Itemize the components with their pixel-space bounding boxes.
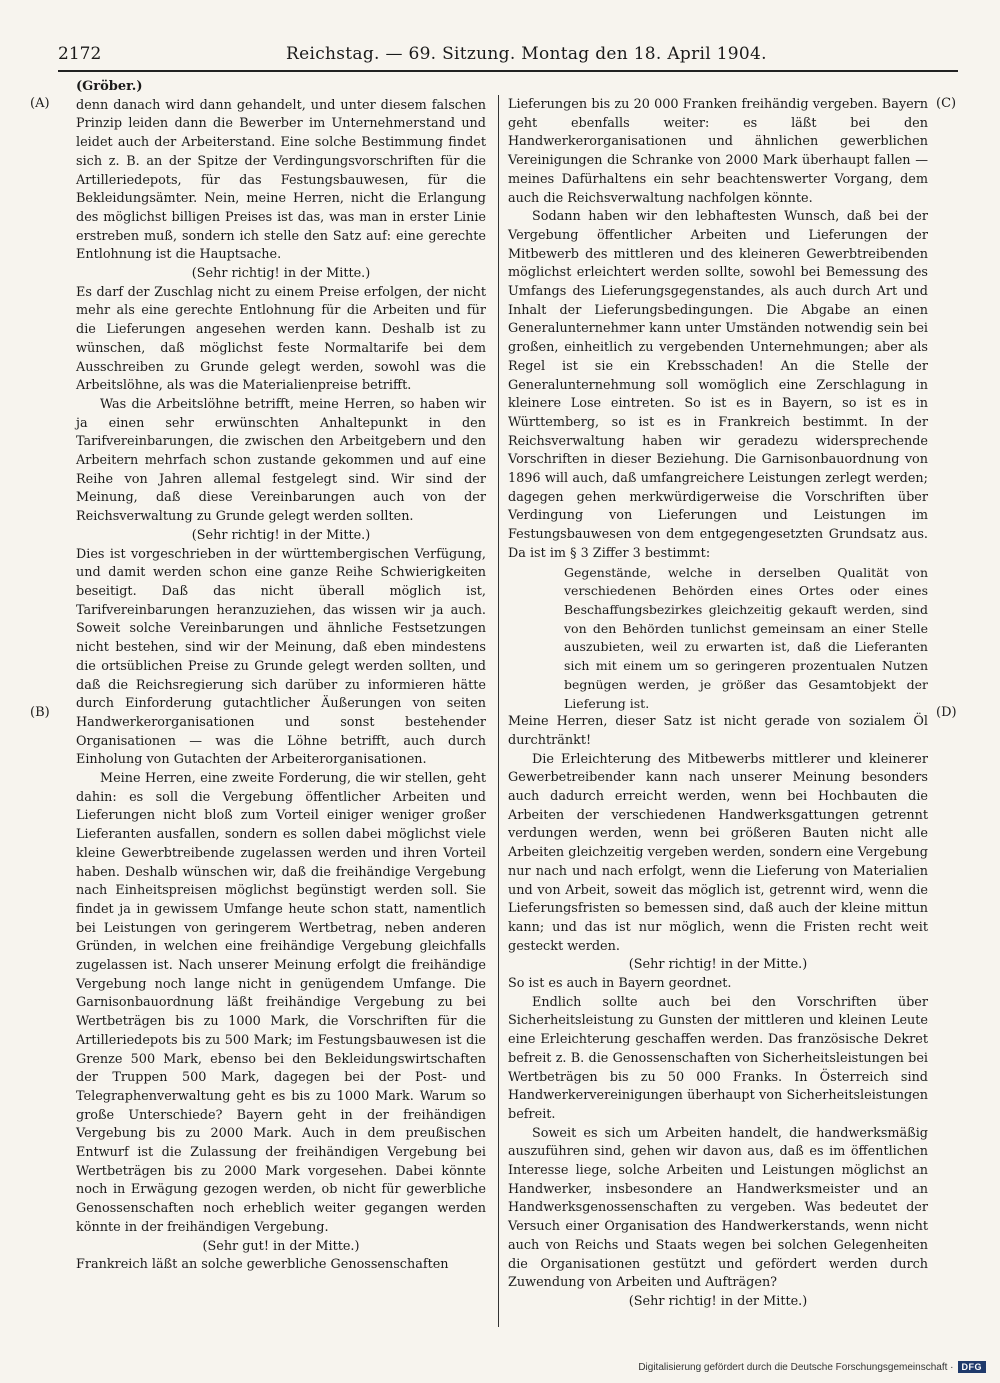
running-title: Reichstag. — 69. Sitzung. Montag den 18. April 1904. <box>286 44 767 64</box>
margin-marker-d: (D) <box>936 705 957 720</box>
interjection: (Sehr richtig! in der Mitte.) <box>191 527 371 543</box>
dfg-logo-icon: DFG <box>958 1361 987 1373</box>
interjection: (Sehr gut! in der Mitte.) <box>202 1238 360 1254</box>
paragraph: denn danach wird dann gehandelt, und unter diesem falschen Prinzip leiden dann die Bewerber im Unternehmerstand und leidet auch der Arbeiterstand. Eine solche Bestimmung findet sich z. B. an der Spitze der Verdingungsvorschriften für die Artilleriedepots, für das Festungsbauwesen, für die Bekleidungsämter. Nein, meine Herren, nicht die Erlangung des möglichst billigen Preises ist das, was man in erster Linie erstreben muß, sondern ich stelle den Satz auf: eine gerechte Entlohnung ist die Hauptsache. <box>76 97 486 263</box>
footer-text: Digitalisierung gefördert durch die Deutsche Forschungsgemeinschaft · <box>638 1361 954 1373</box>
header-rule <box>58 70 958 72</box>
right-column <box>508 96 928 1312</box>
paragraph: Sodann haben wir den lebhaftesten Wunsch, daß bei der Vergebung öffentlicher Arbeiten und Lieferungen der Mitbewerb des mittleren und des kleineren Gewerbtreibenden möglichst erleichtert werden sollte, sowohl bei Bemessung des Umfangs des Lieferungsgegenstandes, als auch durch Art und Inhalt der Lieferungsbedingungen. Die Abgabe an einen Generalunternehmer kann unter Umständen notwendig sein bei großen, einheitlich zu vergebenden Unternehmungen; aber als Regel ist sie ein Krebsschaden! An die Stelle der Generalunternehmung soll womöglich eine Zerschlagung in kleinere Lose eintreten. So ist es in Bayern, so ist es in Württemberg, so ist es in Frankreich bestimmt. In der Reichsverwaltung haben wir geradezu widersprechende Vorschriften in dieser Beziehung. Die Garnisonbauordnung von 1896 will auch, daß umfangreichere Leistungen zerlegt werden; dagegen gehen merkwürdigerweise die Vorschriften über Verdingung von Lieferungen und Leistungen im Festungsbauwesen von dem entgegengesetzten Grundsatz aus. Da ist im § 3 Ziffer 3 bestimmt: <box>508 209 928 561</box>
column-divider <box>498 95 499 1327</box>
paragraph: Die Erleichterung des Mitbewerbs mittlerer und kleinerer Gewerbetreibender kann nach unserer Meinung besonders auch dadurch erreicht werden, wenn bei Hochbauten die Arbeiten der verschiedenen Handwerksgattungen getrennt verdungen werden, wenn bei größeren Bauten nicht alle Arbeiten gleichzeitig vergeben werden, sondern eine Vergebung nur nach und nach erfolgt, wenn die Lieferung von Materialien und von Arbeit, soweit das möglich ist, getrennt wird, wenn die Lieferungsfristen so bemessen sind, daß auch der kleine mittun kann; und das ist nur möglich, wenn die Fristen recht weit gesteckt werden. <box>508 751 928 954</box>
block-quote: Gegenstände, welche in derselben Qualität von verschiedenen Behörden eines Ortes oder eines Beschaffungsbezirkes gleichzeitig gekauft werden, sind von den Behörden tunlichst gemeinsam an einer Stelle auszubieten, weil zu erwarten ist, daß die Lieferanten sich mit einem um so geringeren prozentualen Nutzen begnügen werden, je größer das Gesamtobjekt der Lieferung ist. <box>564 564 928 711</box>
footer-credit <box>638 1361 986 1373</box>
page-header <box>58 44 958 70</box>
paragraph: Meine Herren, eine zweite Forderung, die wir stellen, geht dahin: es soll die Vergebung öffentlicher Arbeiten und Lieferungen nicht bloß zum Vorteil einiger weniger großer Lieferanten ausfallen, sondern es sollen dabei möglichst viele kleine Gewerbtreibende zugelassen werden und ihren Vorteil haben. Deshalb wünschen wir, daß die freihändige Vergebung nach Einheitspreisen möglichst begünstigt werden soll. Sie findet ja in gewissem Umfange heute schon statt, namentlich bei Leistungen von geringerem Wertbetrag, neben anderen Gründen, in welchen eine freihändige Vergebung gleichfalls zugelassen ist. Nach unserer Meinung erfolgt die freihändige Vergebung noch lange nicht in genügendem Umfange. Die Garnisonbauordnung läßt freihändige Vergebung zu bei Wertbeträgen bis zu 1000 Mark, die Vorschriften für die Artilleriedepots bis zu 500 Mark; im Festungsbauwesen ist die Grenze 500 Mark, ebenso bei den Bekleidungswirtschaften der Truppen 500 Mark, dagegen bei der Post- und Telegraphenverwaltung geht es bis zu 1000 Mark. Warum so große Unterschiede? Bayern geht in der freihändigen Vergebung bis zu 2000 Mark. Auch in dem preußischen Entwurf ist die Zulassung der freihändigen Vergebung bei Wertbeträgen bis zu 2000 Mark vorgesehen. Dabei könnte noch in Erwägung gezogen werden, ob nicht für gewerbliche Genossenschaften noch erheblich weiter gegangen werden könnte in der freihändigen Vergebung. <box>76 771 486 1235</box>
margin-marker-c: (C) <box>936 96 957 111</box>
paragraph: Lieferungen bis zu 20 000 Franken freihändig vergeben. Bayern geht ebenfalls weiter: es läßt bei den Handwerkerorganisationen und ähnlichen gewerblichen Vereinigungen die Schranke von 2000 Mark überhaupt fallen — meines Dafürhaltens ein sehr beachtenswerter Vorgang, dem auch die Reichsverwaltung nachfolgen könnte. <box>508 97 928 206</box>
paragraph: Endlich sollte auch bei den Vorschriften über Sicherheitsleistung zu Gunsten der mittleren und kleinen Leute eine Erleichterung geschaffen werden. Das französische Dekret befreit z. B. die Genossenschaften von Sicherheitsleistungen bei Wertbeträgen bis zu 50 000 Franks. In Österreich sind Handwerkervereinigungen überhaupt von Sicherheitsleistungen befreit. <box>508 994 928 1122</box>
interjection: (Sehr richtig! in der Mitte.) <box>191 266 371 282</box>
paragraph: Frankreich läßt an solche gewerbliche Genossenschaften <box>76 1257 449 1273</box>
paragraph: Meine Herren, dieser Satz ist nicht gerade von sozialem Öl durchtränkt! <box>508 714 928 748</box>
interjection: (Sehr richtig! in der Mitte.) <box>628 1294 808 1309</box>
paragraph: Was die Arbeitslöhne betrifft, meine Herren, so haben wir ja einen sehr erwünschten Anhaltepunkt in den Tarifvereinbarungen, die zwischen den Arbeitgebern und den Arbeitern mehrfach schon zustande gekommen und auf eine Reihe von Jahren allemal festgelegt sind. Wir sind der Meinung, daß diese Vereinbarungen auch von der Reichsverwaltung zu Grunde gelegt werden sollten. <box>76 396 486 525</box>
paragraph: Es darf der Zuschlag nicht zu einem Preise erfolgen, der nicht mehr als eine gerechte Entlohnung für die Arbeiten und für die Lieferungen angesehen werden kann. Deshalb ist zu wünschen, daß möglichst feste Normaltarife bei dem Ausschreiben zu Grunde gelegt werden, sowohl was die Arbeitslöhne, als was die Materialienpreise betrifft. <box>76 284 486 394</box>
interjection: (Sehr richtig! in der Mitte.) <box>628 957 808 973</box>
paragraph: So ist es auch in Bayern geordnet. <box>508 976 732 992</box>
paragraph: Soweit es sich um Arbeiten handelt, die handwerksmäßig auszuführen sind, gehen wir davon aus, daß es im öffentlichen Interesse liege, solche Arbeiten und Leistungen möglichst an Handwerker, insbesondere an Handwerksmeister und an Handwerksgenossenschaften zu vergeben. Was bedeutet der Versuch einer Organisation des Handwerkerstands, wenn nicht auch von Reichs und Staats wegen bei solchen Gelegenheiten die Organisationen gestützt und gefördert werden durch Zuwendung von Arbeiten und Aufträgen? <box>508 1125 928 1291</box>
page-number: 2172 <box>58 44 102 64</box>
left-column <box>76 78 486 1275</box>
margin-marker-a: (A) <box>30 96 50 111</box>
paragraph: Dies ist vorgeschrieben in der württembergischen Verfügung, und damit werden schon eine ganze Reihe Schwierigkeiten beseitigt. Daß das nicht überall möglich ist, Tarifvereinbarungen heranzuziehen, das wissen wir ja auch. Soweit solche Vereinbarungen und ähnliche Festsetzungen nicht bestehen, sind wir der Meinung, daß eben mindestens die ortsüblichen Preise zu Grunde gelegt werden sollten, und daß die Reichsregierung sich darüber zu informieren hätte durch Einforderung gutachtlicher Äußerungen von seiten Handwerkerorganisationen und sonst bestehender Organisationen — was die Löhne betrifft, auch durch Einholung von Gutachten der Arbeiterorganisationen. <box>76 546 486 768</box>
speaker-name: (Gröber.) <box>76 79 143 94</box>
margin-marker-b: (B) <box>30 705 50 720</box>
